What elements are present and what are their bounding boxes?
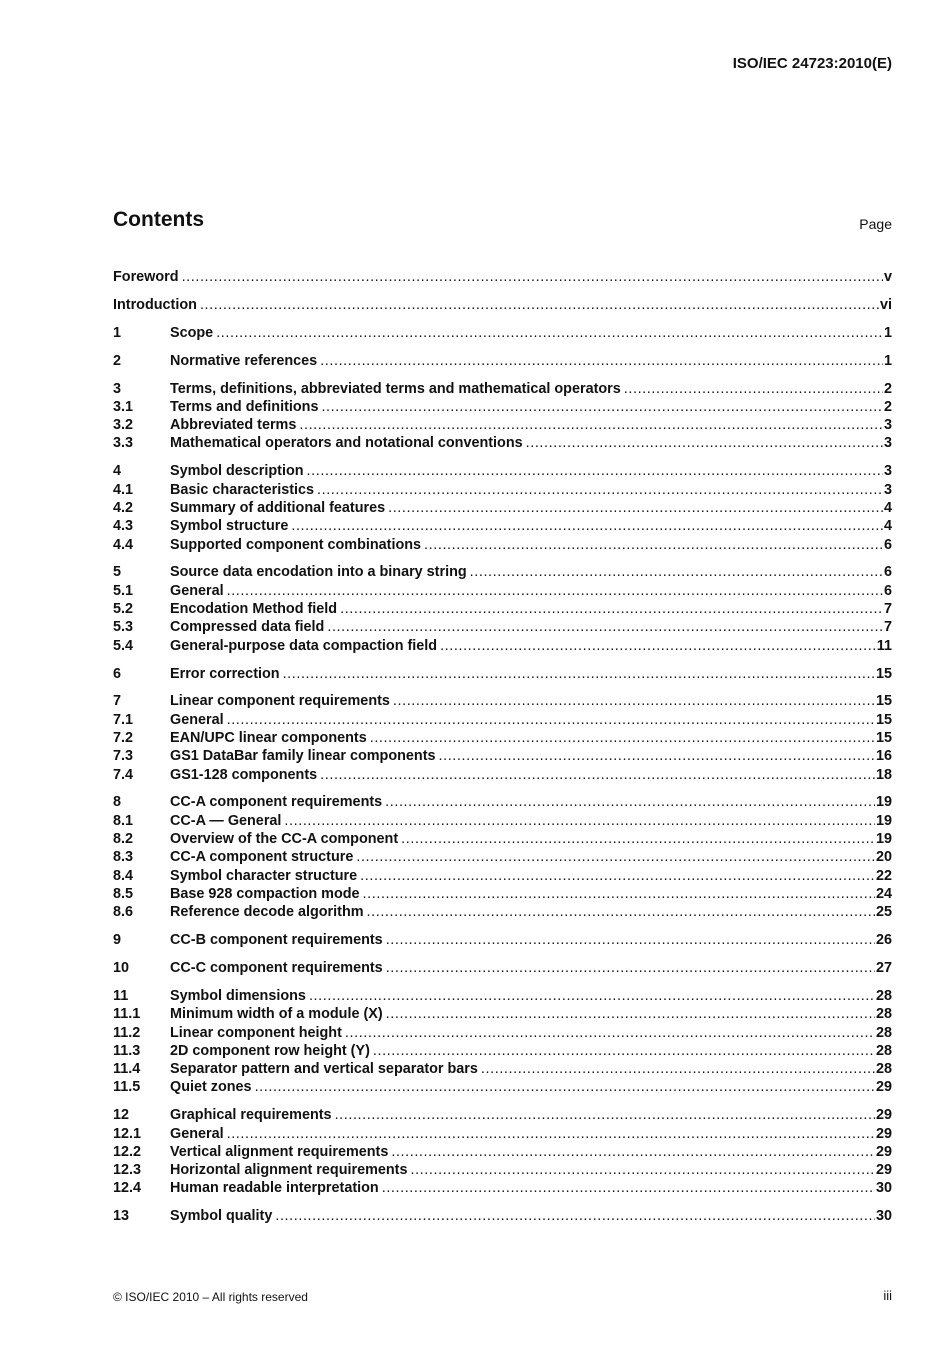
toc-entry-title: Human readable interpretation [170, 1180, 379, 1197]
toc-entry-number: 12.2 [113, 1143, 142, 1160]
toc-entry[interactable] [113, 867, 892, 885]
toc-entry-page: 28 [875, 1024, 892, 1041]
toc-entry-number: 7.2 [113, 729, 134, 746]
toc-dot-leader [356, 848, 875, 866]
toc-entry-number: 4.3 [113, 518, 134, 535]
toc-entry-page: 11 [876, 637, 892, 654]
toc-group [113, 268, 892, 286]
toc-entry-number: 3.2 [113, 417, 134, 434]
toc-dot-leader [386, 931, 875, 949]
toc-group [113, 1207, 892, 1225]
toc-entry-number: 5.2 [113, 601, 134, 618]
toc-entry-number: 5.1 [113, 582, 134, 599]
toc-entry-number: 8.3 [113, 849, 134, 866]
toc-entry[interactable] [113, 747, 892, 765]
toc-entry-number: 5.3 [113, 619, 134, 636]
toc-entry[interactable] [113, 987, 892, 1005]
toc-dot-leader [470, 563, 883, 581]
toc-group [113, 665, 892, 683]
toc-entry[interactable] [113, 848, 892, 866]
toc-entry-page: 19 [875, 831, 892, 848]
toc-entry-number: 7 [113, 693, 122, 710]
toc-group [113, 987, 892, 1097]
toc-entry-number: 9 [113, 932, 122, 949]
toc-dot-leader [200, 296, 879, 314]
page-number: iii [883, 1288, 892, 1303]
toc-entry-page: vi [879, 296, 892, 313]
toc-entry-title: Encodation Method field [170, 601, 338, 618]
toc-entry-page: 3 [883, 417, 892, 434]
toc-entry-page: 18 [875, 766, 892, 783]
toc-entry-number: 8.6 [113, 904, 134, 921]
toc-entry-title: General-purpose data compaction field [170, 637, 438, 654]
toc-group [113, 692, 892, 783]
toc-group [113, 931, 892, 949]
toc-entry-number: 8 [113, 794, 122, 811]
toc-entry-page: 1 [883, 352, 892, 369]
toc-group [113, 462, 892, 553]
toc-entry[interactable] [113, 499, 892, 517]
toc-entry-title: Symbol dimensions [170, 987, 306, 1004]
toc-dot-leader [327, 618, 883, 636]
toc-dot-leader [227, 1125, 875, 1143]
toc-entry[interactable] [113, 665, 892, 683]
toc-entry-page: 6 [883, 564, 892, 581]
toc-entry-title: Symbol quality [170, 1208, 273, 1225]
toc-entry-title: Horizontal alignment requirements [170, 1162, 408, 1179]
toc-entry-number: 11.2 [113, 1024, 141, 1041]
toc-entry-page: 6 [883, 582, 892, 599]
toc-dot-leader [393, 692, 875, 710]
toc-dot-leader [382, 1179, 875, 1197]
toc-dot-leader [275, 1207, 875, 1225]
toc-entry-title: Vertical alignment requirements [170, 1143, 389, 1160]
toc-entry[interactable] [113, 903, 892, 921]
toc-entry-title: Compressed data field [170, 619, 325, 636]
toc-entry[interactable] [113, 1078, 892, 1096]
toc-entry-number: 12.3 [113, 1162, 142, 1179]
table-of-contents [113, 268, 892, 1235]
toc-entry[interactable] [113, 481, 892, 499]
toc-entry-number: 7.1 [113, 711, 134, 728]
toc-entry-number: 5.4 [113, 637, 134, 654]
toc-entry-title: Linear component requirements [170, 693, 390, 710]
toc-entry[interactable] [113, 398, 892, 416]
toc-entry-page: 15 [875, 729, 892, 746]
toc-entry-number: 12.1 [113, 1125, 142, 1142]
toc-entry-page: 29 [875, 1107, 892, 1124]
toc-dot-leader [386, 959, 875, 977]
toc-entry-page: 22 [875, 867, 892, 884]
toc-entry-number: 8.4 [113, 867, 134, 884]
toc-group [113, 563, 892, 654]
toc-entry-title: Terms, definitions, abbreviated terms and mathematical operators [170, 380, 621, 397]
toc-entry-title: Error correction [170, 665, 280, 682]
toc-entry[interactable] [113, 1143, 892, 1161]
toc-entry-number: 11.5 [113, 1079, 141, 1096]
toc-entry-title: Scope [170, 324, 214, 341]
page-column-label: Page [859, 216, 892, 232]
toc-entry-page: 26 [875, 932, 892, 949]
toc-entry-number: 8.2 [113, 831, 134, 848]
toc-entry-title: Supported component combinations [170, 536, 422, 553]
toc-dot-leader [401, 830, 875, 848]
toc-entry-title: Minimum width of a module (X) [170, 1006, 383, 1023]
toc-entry-title: EAN/UPC linear components [170, 729, 367, 746]
toc-dot-leader [227, 582, 883, 600]
toc-entry[interactable] [113, 324, 892, 342]
toc-entry[interactable] [113, 766, 892, 784]
toc-dot-leader [424, 536, 883, 554]
toc-entry-title: General [170, 582, 224, 599]
toc-entry[interactable] [113, 959, 892, 977]
toc-entry-title: CC-C component requirements [170, 960, 383, 977]
toc-entry-page: 15 [875, 711, 892, 728]
copyright-notice: © ISO/IEC 2010 – All rights reserved [113, 1290, 308, 1304]
toc-dot-leader [321, 398, 883, 416]
toc-entry-page: 25 [875, 904, 892, 921]
toc-entry-title: Mathematical operators and notational conventions [170, 435, 523, 452]
toc-entry-number: 8.5 [113, 885, 134, 902]
toc-entry[interactable] [113, 885, 892, 903]
toc-entry-title: Base 928 compaction mode [170, 885, 360, 902]
toc-entry-number: 11 [113, 987, 129, 1004]
toc-entry-title: Quiet zones [170, 1079, 252, 1096]
toc-entry[interactable] [113, 380, 892, 398]
toc-entry[interactable] [113, 692, 892, 710]
toc-entry-title: CC-A — General [170, 812, 282, 829]
contents-title: Contents [113, 208, 204, 231]
toc-dot-leader [373, 1042, 875, 1060]
toc-entry-number: 12.4 [113, 1180, 142, 1197]
toc-group [113, 959, 892, 977]
toc-dot-leader [481, 1060, 875, 1078]
toc-entry-page: 28 [875, 1042, 892, 1059]
toc-entry-number: 6 [113, 665, 122, 682]
toc-dot-leader [363, 885, 875, 903]
toc-entry-title: Basic characteristics [170, 481, 314, 498]
toc-entry-page: 2 [883, 380, 892, 397]
toc-entry[interactable] [113, 1106, 892, 1124]
toc-entry[interactable] [113, 812, 892, 830]
toc-dot-leader [320, 766, 875, 784]
toc-entry-title: Source data encodation into a binary string [170, 564, 467, 581]
toc-entry[interactable] [113, 711, 892, 729]
toc-entry-number: 8.1 [113, 812, 134, 829]
toc-entry[interactable] [113, 793, 892, 811]
toc-entry-page: 29 [875, 1079, 892, 1096]
toc-entry-page: 29 [875, 1143, 892, 1160]
toc-group [113, 1106, 892, 1197]
toc-dot-leader [385, 793, 875, 811]
toc-entry-number: 4.4 [113, 536, 134, 553]
toc-entry-page: 15 [875, 693, 892, 710]
toc-entry-title: Symbol character structure [170, 867, 358, 884]
toc-group [113, 296, 892, 314]
toc-entry-title: Symbol description [170, 463, 304, 480]
toc-entry-title: Introduction [113, 296, 197, 313]
toc-entry-page: 27 [875, 960, 892, 977]
toc-entry[interactable] [113, 1005, 892, 1023]
toc-entry-title: GS1-128 components [170, 766, 318, 783]
toc-entry-page: 30 [875, 1208, 892, 1225]
toc-dot-leader [367, 903, 875, 921]
toc-entry-page: 7 [883, 601, 892, 618]
toc-entry-page: 20 [875, 849, 892, 866]
toc-dot-leader [216, 324, 883, 342]
toc-entry-number: 5 [113, 564, 122, 581]
toc-dot-leader [360, 867, 875, 885]
toc-entry[interactable] [113, 1125, 892, 1143]
toc-entry[interactable] [113, 268, 892, 286]
toc-entry-page: 29 [875, 1125, 892, 1142]
toc-entry[interactable] [113, 618, 892, 636]
toc-dot-leader [299, 416, 883, 434]
toc-dot-leader [624, 380, 883, 398]
toc-entry-title: Abbreviated terms [170, 417, 297, 434]
toc-entry-page: 1 [883, 324, 892, 341]
toc-entry[interactable] [113, 1207, 892, 1225]
toc-entry-page: 6 [883, 536, 892, 553]
toc-entry-number: 12 [113, 1107, 130, 1124]
toc-dot-leader [309, 987, 875, 1005]
toc-dot-leader [283, 665, 875, 683]
toc-group [113, 352, 892, 370]
toc-entry[interactable] [113, 296, 892, 314]
toc-entry-number: 13 [113, 1208, 130, 1225]
toc-entry-title: General [170, 1125, 224, 1142]
toc-entry-page: 30 [875, 1180, 892, 1197]
toc-entry[interactable] [113, 830, 892, 848]
toc-dot-leader [284, 812, 875, 830]
toc-entry-title: Symbol structure [170, 518, 289, 535]
toc-entry-title: General [170, 711, 224, 728]
toc-entry-title: Summary of additional features [170, 499, 386, 516]
toc-entry-title: 2D component row height (Y) [170, 1042, 370, 1059]
toc-entry-title: Terms and definitions [170, 398, 319, 415]
toc-entry-number: 4 [113, 463, 122, 480]
toc-entry-page: 15 [875, 665, 892, 682]
toc-dot-leader [439, 747, 875, 765]
toc-entry[interactable] [113, 1060, 892, 1078]
toc-entry-page: 19 [875, 812, 892, 829]
toc-entry-page: v [883, 269, 892, 285]
toc-entry-page: 28 [875, 1061, 892, 1078]
toc-entry-number: 2 [113, 352, 122, 369]
toc-entry[interactable] [113, 1179, 892, 1197]
toc-entry-number: 7.4 [113, 766, 134, 783]
toc-entry-number: 10 [113, 960, 130, 977]
toc-entry-title: Linear component height [170, 1024, 342, 1041]
toc-entry-number: 3.1 [113, 398, 134, 415]
toc-entry-page: 28 [875, 1006, 892, 1023]
toc-entry-title: CC-B component requirements [170, 932, 383, 949]
toc-group [113, 380, 892, 453]
toc-dot-leader [255, 1078, 875, 1096]
toc-dot-leader [335, 1106, 875, 1124]
toc-entry[interactable] [113, 462, 892, 480]
toc-dot-leader [440, 637, 876, 655]
toc-entry-title: Overview of the CC-A component [170, 831, 399, 848]
toc-entry-page: 29 [875, 1162, 892, 1179]
toc-entry[interactable] [113, 637, 892, 655]
toc-dot-leader [388, 499, 883, 517]
toc-dot-leader [182, 268, 883, 286]
toc-entry-number: 11.1 [113, 1006, 141, 1023]
toc-entry-title: GS1 DataBar family linear components [170, 748, 436, 765]
toc-dot-leader [345, 1024, 875, 1042]
toc-entry-page: 7 [883, 619, 892, 636]
toc-entry[interactable] [113, 1161, 892, 1179]
toc-entry-page: 3 [883, 463, 892, 480]
toc-entry-page: 4 [883, 499, 892, 516]
toc-entry-title: Foreword [113, 269, 179, 285]
toc-entry-number: 7.3 [113, 748, 134, 765]
toc-entry-number: 11.4 [113, 1061, 141, 1078]
document-identifier: ISO/IEC 24723:2010(E) [732, 55, 892, 72]
toc-dot-leader [410, 1161, 875, 1179]
toc-group [113, 793, 892, 921]
toc-entry-number: 11.3 [113, 1042, 141, 1059]
toc-dot-leader [291, 517, 883, 535]
toc-entry-title: CC-A component requirements [170, 794, 383, 811]
toc-entry-title: Reference decode algorithm [170, 904, 364, 921]
toc-entry-title: Graphical requirements [170, 1107, 332, 1124]
toc-dot-leader [370, 729, 875, 747]
toc-entry-page: 19 [875, 794, 892, 811]
toc-entry[interactable] [113, 416, 892, 434]
toc-entry-title: CC-A component structure [170, 849, 354, 866]
toc-dot-leader [386, 1005, 875, 1023]
toc-entry-page: 2 [883, 398, 892, 415]
toc-dot-leader [227, 711, 875, 729]
toc-entry-number: 3 [113, 380, 122, 397]
toc-entry-page: 4 [883, 518, 892, 535]
toc-dot-leader [340, 600, 883, 618]
toc-entry-page: 3 [883, 435, 892, 452]
toc-entry-page: 28 [875, 987, 892, 1004]
toc-entry[interactable] [113, 352, 892, 370]
toc-entry[interactable] [113, 434, 892, 452]
toc-entry-number: 4.1 [113, 481, 134, 498]
toc-dot-leader [307, 462, 883, 480]
toc-entry-page: 3 [883, 481, 892, 498]
toc-entry[interactable] [113, 1024, 892, 1042]
toc-entry[interactable] [113, 517, 892, 535]
toc-entry[interactable] [113, 600, 892, 618]
toc-entry-title: Normative references [170, 352, 318, 369]
toc-dot-leader [391, 1143, 875, 1161]
toc-dot-leader [317, 481, 883, 499]
toc-dot-leader [526, 434, 883, 452]
toc-entry-page: 16 [875, 748, 892, 765]
toc-entry-title: Separator pattern and vertical separator bars [170, 1061, 478, 1078]
toc-entry[interactable] [113, 1042, 892, 1060]
toc-entry[interactable] [113, 729, 892, 747]
toc-entry-page: 24 [875, 885, 892, 902]
toc-entry[interactable] [113, 582, 892, 600]
toc-entry-number: 3.3 [113, 435, 134, 452]
toc-dot-leader [320, 352, 883, 370]
toc-entry[interactable] [113, 931, 892, 949]
toc-group [113, 324, 892, 342]
toc-entry-number: 4.2 [113, 499, 134, 516]
toc-entry-number: 1 [113, 324, 122, 341]
toc-entry[interactable] [113, 536, 892, 554]
toc-entry[interactable] [113, 563, 892, 581]
